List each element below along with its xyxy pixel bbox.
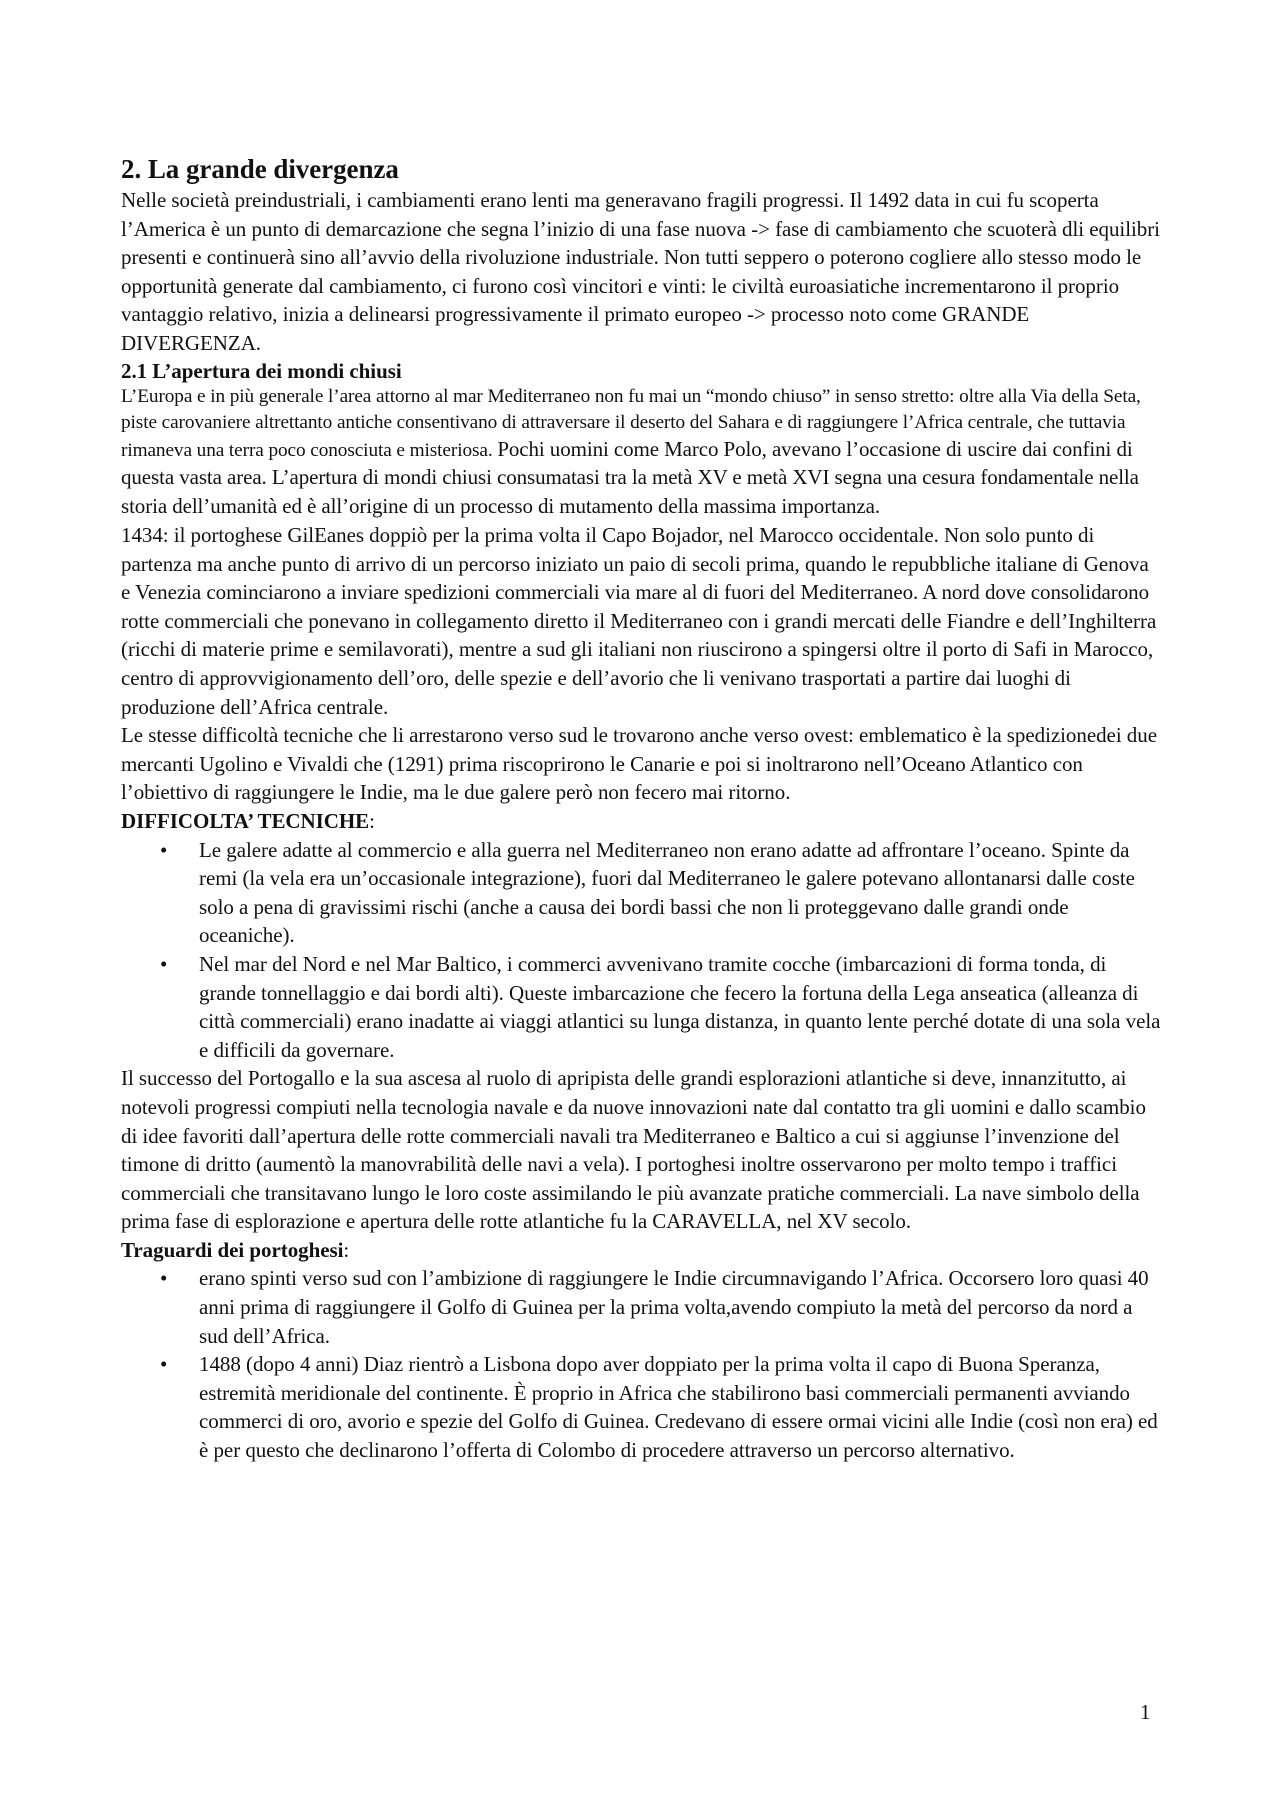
chapter-heading: 2. La grande divergenza xyxy=(121,154,399,184)
page-number: 1 xyxy=(1140,1700,1151,1724)
list-difficolta xyxy=(121,836,1161,1065)
intro-paragraph: Nelle società preindustriali, i cambiamenti erano lenti ma generavano fragili progressi. Il 1492 data in cui fu scoperta l’America è un punto di demarcazione che segna l’inizio di una fase nuova -> fase di cambiamento che scuoterà dli equilibri presenti e continuerà sino all’avvio della rivoluzione industriale. Non tutti seppero o poterono cogliere allo stesso modo le opportunità generate dal cambiamento, ci furono così vincitori e vinti: le civiltà euroasiatiche incrementarono il proprio vantaggio relativo, inizia a delinearsi progressivamente il primato europeo -> processo noto come GRANDE DIVERGENZA. xyxy=(121,188,1160,355)
list-item-text: erano spinti verso sud con l’ambizione di raggiungere le Indie circumnavigando l’Africa. Occorsero loro quasi 40 anni prima di raggiungere il Golfo di Guinea per la prima volta,avendo compiuto la metà del percorso da nord a sud dell’Africa. xyxy=(199,1266,1149,1348)
list-item xyxy=(121,1264,1161,1350)
document-page xyxy=(121,152,1161,1465)
pochi-paragraph: Pochi uomini come Marco Polo, avevano l’occasione di uscire dai confini di questa vasta area. L’apertura di mondi chiusi consumatasi tra la metà XV e metà XVI segna una cesura fondamentale nella storia dell’umanità ed è all’origine di un processo di mutamento della massima importanza. xyxy=(121,437,1139,518)
paragraph-portogallo: Il successo del Portogallo e la sua ascesa al ruolo di apripista delle grandi esplorazioni atlantiche si deve, innanzitutto, ai notevoli progressi compiuti nella tecnologia navale e da nuove innovazioni nate dal contatto tra gli uomini e dallo scambio di idee favoriti dall’apertura delle rotte commerciali navali tra Mediterraneo e Baltico a cui si aggiunse l’invenzione del timone di dritto (aumentò la manovrabilità delle navi a vela). I portoghesi inoltre osservarono per molto tempo i traffici commerciali che transitavano lungo le loro coste assimilando le più avanzate pratiche commerciali. La nave simbolo della prima fase di esplorazione e apertura delle rotte atlantiche fu la CARAVELLA, nel XV secolo. xyxy=(121,1066,1146,1234)
subhead-difficolta-label: DIFFICOLTA’ TECNICHE xyxy=(121,808,370,833)
bullet-icon: • xyxy=(160,1266,168,1291)
bullet-icon: • xyxy=(160,837,168,862)
list-item-text: Le galere adatte al commercio e alla guerra nel Mediterraneo non erano adatte ad affrontare l’oceano. Spinte da remi (la vela era un’occasionale integrazione), fuori dal Mediterraneo le galere potevano allontanarsi dalle coste solo a pena di gravissimi rischi (anche a causa dei bordi bassi che non li proteggevano dalle grandi onde oceaniche). xyxy=(199,837,1135,948)
subhead-traguardi-colon: : xyxy=(343,1237,350,1262)
list-item-text: Nel mar del Nord e nel Mar Baltico, i commerci avvenivano tramite cocche (imbarcazioni di forma tonda, di grande tonnellaggio e dai bordi alti). Queste imbarcazione che fecero la fortuna della Lega anseatica (alleanza di città commerciali) erano inadatte ai viaggi atlantici su lunga distanza, in quanto lente perché dotate di una sola vela e difficili da governare. xyxy=(199,951,1161,1062)
paragraph-difficolta: Le stesse difficoltà tecniche che li arrestarono verso sud le trovarono anche verso ovest: emblematico è la spedizionedei due mercanti Ugolino e Vivaldi che (1291) prima riscoprirono le Canarie e poi si inoltrarono nell’Oceano Atlantico con l’obiettivo di raggiungere le Indie, ma le due galere però non fecero mai ritorno. xyxy=(121,723,1157,805)
list-item xyxy=(121,950,1161,1064)
list-item xyxy=(121,1350,1161,1464)
section-intro-paragraph xyxy=(121,384,1161,521)
subhead-traguardi xyxy=(121,1236,1161,1265)
paragraph-1434: 1434: il portoghese GilEanes doppiò per la prima volta il Capo Bojador, nel Marocco occidentale. Non solo punto di partenza ma anche punto di arrivo di un percorso iniziato un paio di secoli prima, quando le repubbliche italiane di Genova e Venezia cominciarono a inviare spedizioni commerciali via mare al di fuori del Mediterraneo. A nord dove consolidarono rotte commerciali che ponevano in collegamento diretto il Mediterraneo con i grandi mercati delle Fiandre e dell’Inghilterra (ricchi di materie prime e semilavorati), mentre a sud gli italiani non riuscirono a spingersi oltre il porto di Safi in Marocco, centro di approvvigionamento dell’oro, delle spezie e dell’avorio che li venivano trasportati a partire dai luoghi di produzione dell’Africa centrale. xyxy=(121,523,1157,719)
list-traguardi xyxy=(121,1264,1161,1464)
section-intro-text: L’Europa e in più generale l’area attorno al mar Mediterraneo non fu mai un “mondo chiuso” in senso stretto: oltre alla Via della Seta, piste carovaniere altrettanto antiche consentivano di attraversare il deserto del Sahara e di raggiungere l’Africa centrale, che tuttavia rimaneva una terra poco conosciuta e misteriosa. xyxy=(121,385,1141,462)
bullet-icon: • xyxy=(160,951,168,976)
list-item xyxy=(121,836,1161,950)
bullet-icon: • xyxy=(160,1352,168,1377)
section-heading: 2.1 L’apertura dei mondi chiusi xyxy=(121,358,402,383)
subhead-difficolta-colon: : xyxy=(369,808,375,833)
subhead-difficolta xyxy=(121,807,1161,836)
list-item-text: 1488 (dopo 4 anni) Diaz rientrò a Lisbona dopo aver doppiato per la prima volta il capo di Buona Speranza, estremità meridionale del continente. È proprio in Africa che stabilirono basi commerciali permanenti avviando commerci di oro, avorio e spezie del Golfo di Guinea. Credevano di essere ormai vicini alle Indie (così non era) ed è per questo che declinarono l’offerta di Colombo di procedere attraverso un percorso alternativo. xyxy=(199,1352,1158,1463)
subhead-traguardi-label: Traguardi dei portoghesi xyxy=(121,1237,344,1262)
